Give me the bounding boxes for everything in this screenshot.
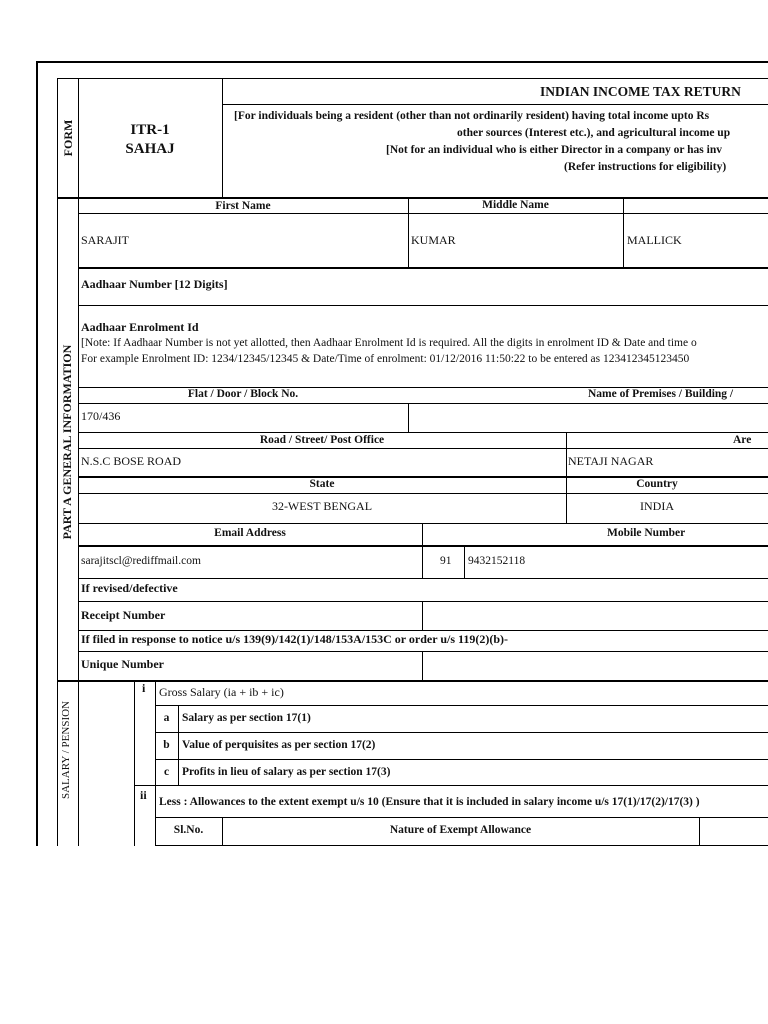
- aadhaar-number-label: Aadhaar Number [12 Digits]: [81, 277, 228, 291]
- mobile-value: 9432152118: [468, 555, 526, 567]
- country-label: Country: [636, 478, 678, 490]
- last-name-value: MALLICK: [627, 233, 682, 247]
- form-name: SAHAJ: [125, 141, 175, 157]
- revised-defective-label: If revised/defective: [81, 581, 178, 595]
- description-line-1: [For individuals being a resident (other than not ordinarily resident) having total income upto Rs: [234, 110, 710, 122]
- area-value: NETAJI NAGAR: [568, 454, 654, 468]
- mobile-country-code: 91: [440, 555, 452, 567]
- first-name-value: SARAJIT: [81, 233, 130, 247]
- flat-label: Flat / Door / Block No.: [187, 388, 299, 400]
- item-ii-number: ii: [140, 788, 147, 802]
- description-line-2: other sources (Interest etc.), and agricultural income up: [457, 127, 731, 139]
- unique-number-label: Unique Number: [81, 657, 165, 671]
- gross-salary-label: Gross Salary (ia + ib + ic): [159, 685, 284, 699]
- middle-name-value: KUMAR: [411, 233, 456, 247]
- email-value: sarajitscl@rediffmail.com: [81, 555, 201, 567]
- nature-allowance-header: Nature of Exempt Allowance: [389, 824, 532, 836]
- form-side-label: FORM: [61, 119, 75, 157]
- first-name-label: First Name: [215, 200, 271, 212]
- road-label: Road / Street/ Post Office: [259, 434, 385, 446]
- description-line-4: (Refer instructions for eligibility): [564, 161, 727, 173]
- country-value: INDIA: [640, 499, 674, 513]
- state-label: State: [309, 478, 335, 490]
- frame-left-border: [36, 61, 38, 846]
- road-value: N.S.C BOSE ROAD: [81, 454, 182, 468]
- item-a-letter: a: [163, 712, 170, 724]
- page-title: INDIAN INCOME TAX RETURN: [540, 84, 741, 99]
- state-value: 32-WEST BENGAL: [271, 499, 373, 513]
- item-i-number: i: [142, 681, 146, 695]
- item-b-letter: b: [163, 739, 170, 751]
- aadhaar-enrolment-note-1: [Note: If Aadhaar Number is not yet allotted, then Aadhaar Enrolment Id is required. All the digits in enrolment ID & Date and time o: [81, 337, 697, 349]
- receipt-number-label: Receipt Number: [81, 608, 166, 622]
- salary-17-1-label: Salary as per section 17(1): [182, 712, 311, 724]
- flat-value: 170/436: [81, 409, 121, 423]
- aadhaar-enrolment-label: Aadhaar Enrolment Id: [81, 320, 199, 334]
- form-code: ITR-1: [130, 122, 170, 138]
- mobile-label: Mobile Number: [607, 527, 686, 539]
- exempt-allowances-label: Less : Allowances to the extent exempt u/s 10 (Ensure that it is included in salary income u/s 17(1)/17(2)/17(3) ): [159, 796, 700, 808]
- notice-response-label: If filed in response to notice u/s 139(9)/142(1)/148/153A/153C or order u/s 119(2)(b)-: [81, 632, 508, 646]
- slno-header: Sl.No.: [173, 824, 204, 836]
- item-c-letter: c: [163, 766, 170, 778]
- middle-name-label: Middle Name: [482, 199, 549, 211]
- salary-pension-side-label: SALARY / PENSION: [60, 701, 72, 799]
- perquisites-17-2-label: Value of perquisites as per section 17(2): [182, 739, 376, 751]
- profits-17-3-label: Profits in lieu of salary as per section 17(3): [182, 766, 391, 778]
- general-info-side-label: PART A GENERAL INFORMATION: [60, 344, 74, 540]
- premises-label: Name of Premises / Building /: [588, 388, 734, 400]
- email-label: Email Address: [214, 527, 286, 539]
- description-line-3: [Not for an individual who is either Director in a company or has inv: [386, 144, 722, 156]
- area-label: Are: [733, 434, 752, 446]
- aadhaar-enrolment-note-2: For example Enrolment ID: 1234/12345/12345 & Date/Time of enrolment: 01/12/2016 11:50:22 to be entered as 123412345123450: [81, 353, 690, 365]
- frame-top-border: [36, 61, 768, 63]
